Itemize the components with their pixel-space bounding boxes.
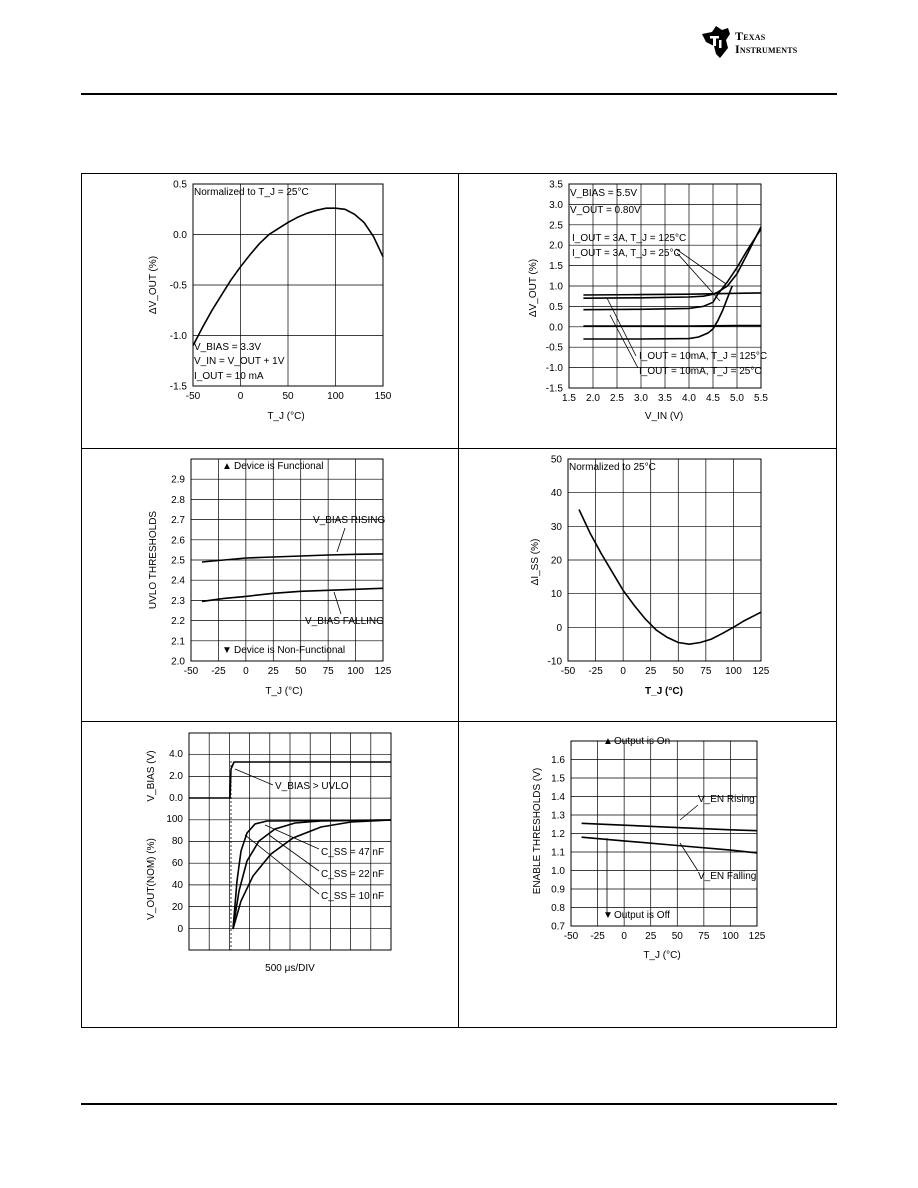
y-axis-label: UVLO THRESHOLDS: [148, 510, 159, 610]
series-line-2: [583, 293, 761, 295]
annotation: I_OUT = 3A, T_J = 125°C: [572, 233, 687, 244]
annotation: V_EN Rising: [698, 794, 755, 805]
annotation: I_OUT = 10mA, T_J = 25°C: [639, 366, 762, 377]
y-axis-label: ΔV_OUT (%): [148, 255, 159, 315]
x-tick-label: 5.0: [730, 393, 744, 404]
ti-logo-text: [735, 30, 797, 56]
up-arrow-icon: ▲: [222, 461, 232, 472]
x-tick-label: 50: [282, 391, 294, 402]
y-tick-label: 2.5: [549, 220, 563, 232]
y-tick-label: -0.5: [169, 280, 187, 292]
chart-uvlo-thresholds: [81, 448, 458, 721]
x-tick-label: 100: [327, 391, 344, 402]
x-tick-label: 0: [620, 666, 626, 677]
header-rule: [81, 93, 837, 95]
y-tick-label: 0.5: [549, 301, 563, 313]
annotation: Output is On: [614, 736, 671, 747]
chart-vout-vs-vin: [458, 173, 837, 448]
up-arrow-icon: ▲: [603, 736, 613, 747]
y-axis-label-top: V_BIAS (V): [146, 750, 157, 802]
annotation-arrow: [269, 835, 319, 871]
annotation: Normalized to 25°C: [569, 462, 656, 473]
x-tick-label: 50: [671, 931, 683, 942]
y-tick-label: -1.0: [545, 363, 563, 375]
annotation: V_BIAS FALLING: [305, 616, 384, 627]
annotation: V_BIAS RISING: [313, 515, 386, 526]
y-tick-label: 0.0: [549, 322, 563, 334]
y-tick-label: 0: [556, 622, 562, 634]
annotation: V_BIAS = 3.3V: [194, 342, 261, 353]
x-tick-label: -25: [211, 666, 226, 677]
annotation: I_OUT = 10mA, T_J = 125°C: [639, 351, 768, 362]
y-axis-label: ENABLE THRESHOLDS (V): [532, 767, 543, 895]
x-axis-label: V_IN (V): [644, 411, 684, 422]
down-arrow-icon: ▼: [603, 910, 613, 921]
y-tick-label: 30: [550, 521, 562, 533]
x-tick-label: -50: [560, 666, 576, 677]
y-tick-label: 2.1: [171, 636, 185, 648]
tick-label: 80: [171, 836, 183, 847]
x-tick-label: -50: [183, 666, 199, 677]
y-tick-label: 10: [550, 589, 562, 601]
y-tick-label: 20: [550, 555, 562, 567]
x-tick-label: 25: [645, 666, 657, 677]
chart-enable-thresholds: [458, 721, 837, 1028]
y-tick-label: -1.5: [169, 381, 187, 393]
x-tick-label: 125: [374, 666, 392, 677]
y-tick-label: 0.5: [173, 179, 187, 191]
x-tick-label: -50: [185, 391, 201, 402]
annotation-arrow: [334, 592, 341, 614]
x-tick-label: 75: [698, 931, 710, 942]
y-tick-label: 2.5: [171, 555, 185, 567]
x-axis-label: T_J (°C): [643, 950, 681, 961]
x-tick-label: 4.5: [706, 393, 720, 404]
annotation: Device is Functional: [234, 461, 324, 472]
x-tick-label: 0: [243, 666, 249, 677]
x-tick-label: 2.5: [610, 393, 624, 404]
x-tick-label: 75: [700, 666, 712, 677]
annotation: Normalized to T_J = 25°C: [194, 187, 309, 198]
x-tick-label: -25: [588, 666, 603, 677]
y-tick-label: 1.1: [551, 847, 565, 859]
x-tick-label: 100: [725, 666, 742, 677]
logo-line2: Instruments: [735, 42, 798, 56]
y-axis-label-bottom: V_OUT(NOM) (%): [146, 838, 157, 920]
x-tick-label: 4.0: [682, 393, 696, 404]
y-tick-label: 2.4: [171, 575, 185, 587]
y-tick-label: 1.0: [549, 281, 563, 293]
annotation: V_EN Falling: [698, 871, 757, 882]
annotation: V_IN = V_OUT + 1V: [194, 356, 285, 367]
tick-label: 2.0: [169, 771, 183, 782]
annotation: C_SS = 22 nF: [321, 869, 385, 880]
x-tick-label: 5.5: [754, 393, 768, 404]
tick-label: 0.0: [169, 793, 183, 804]
tick-label: 20: [171, 902, 183, 913]
y-tick-label: 0.9: [551, 884, 565, 896]
x-tick-label: 125: [752, 666, 770, 677]
x-tick-label: 100: [347, 666, 364, 677]
annotation: Output is Off: [614, 910, 670, 921]
annotation-arrow: [235, 769, 273, 785]
x-tick-label: 0: [237, 391, 244, 402]
y-tick-label: 40: [550, 488, 562, 500]
y-tick-label: 3.0: [549, 199, 563, 211]
x-axis-label: T_J (°C): [645, 686, 683, 697]
annotation: I_OUT = 10 mA: [194, 371, 264, 382]
tick-label: 0: [177, 924, 183, 935]
y-tick-label: 2.0: [549, 240, 563, 252]
logo-line1: Texas: [735, 29, 766, 43]
annotation: C_SS = 10 nF: [321, 891, 385, 902]
annotation: Device is Non-Functional: [234, 645, 346, 656]
y-tick-label: -1.0: [169, 331, 187, 342]
y-tick-label: 1.3: [551, 810, 565, 822]
x-axis-label: T_J (°C): [267, 411, 305, 422]
annotation: I_OUT = 3A, T_J = 25°C: [572, 248, 681, 259]
tick-label: 40: [171, 880, 183, 891]
x-tick-label: 100: [722, 931, 739, 942]
y-tick-label: 1.5: [551, 773, 565, 785]
x-tick-label: -50: [563, 931, 579, 942]
y-axis-label: ΔV_OUT (%): [528, 258, 539, 318]
chart-iss-vs-tj: [458, 448, 837, 721]
x-tick-label: -25: [590, 931, 605, 942]
x-axis-label: 500 μs/DIV: [265, 963, 315, 974]
y-tick-label: 0.8: [551, 903, 565, 914]
x-tick-label: 1.5: [562, 393, 576, 404]
y-axis-label: ΔI_SS (%): [530, 538, 541, 586]
x-tick-label: 25: [645, 931, 657, 942]
y-tick-label: 2.2: [171, 616, 185, 628]
footer-rule: [81, 1103, 837, 1105]
tick-labels-bottom: [166, 814, 183, 935]
y-tick-label: 2.8: [171, 494, 185, 506]
y-tick-label: 0.7: [551, 921, 565, 933]
annotation: V_BIAS > UVLO: [275, 781, 349, 792]
y-tick-label: 1.6: [551, 755, 565, 766]
x-tick-label: 125: [748, 931, 766, 942]
y-tick-label: 1.0: [551, 866, 565, 877]
tick-label: 60: [171, 858, 183, 869]
down-arrow-icon: ▼: [222, 645, 232, 656]
x-tick-label: 2.0: [586, 393, 600, 404]
y-tick-label: 2.3: [171, 595, 185, 607]
y-tick-label: -1.5: [545, 383, 563, 395]
y-tick-label: 3.5: [549, 179, 563, 191]
y-tick-label: 1.5: [549, 261, 563, 273]
annotation-arrow: [265, 825, 319, 849]
y-tick-label: 2.7: [171, 515, 185, 527]
y-tick-label: 2.9: [171, 474, 185, 486]
annotation: V_BIAS = 5.5V: [570, 188, 637, 199]
x-tick-label: 75: [322, 666, 334, 677]
x-tick-label: 0: [621, 931, 627, 942]
x-tick-label: 3.0: [634, 393, 648, 404]
y-tick-label: 1.4: [551, 792, 565, 803]
tick-labels-top: [169, 749, 183, 804]
y-tick-label: 1.2: [551, 829, 565, 840]
x-tick-label: 25: [267, 666, 279, 677]
y-tick-label: 0.0: [173, 230, 187, 241]
x-tick-label: 150: [374, 391, 392, 402]
y-tick-label: 50: [550, 454, 562, 466]
annotation: C_SS = 47 nF: [321, 847, 385, 858]
chart-startup-waveforms: [81, 721, 458, 1028]
x-tick-label: 50: [295, 666, 307, 677]
chart-vout-vs-tj: [81, 173, 458, 448]
y-tick-label: -0.5: [545, 342, 563, 354]
annotation-arrow: [680, 805, 698, 820]
y-tick-label: 2.6: [171, 535, 185, 547]
y-tick-label: -10: [547, 656, 562, 668]
tick-label: 4.0: [169, 749, 183, 760]
annotation: V_OUT = 0.80V: [570, 205, 641, 216]
x-axis-label: T_J (°C): [265, 686, 303, 697]
x-tick-label: 3.5: [658, 393, 672, 404]
tick-label: 100: [166, 814, 183, 825]
y-tick-label: 2.0: [171, 656, 185, 668]
x-tick-label: 50: [672, 666, 684, 677]
